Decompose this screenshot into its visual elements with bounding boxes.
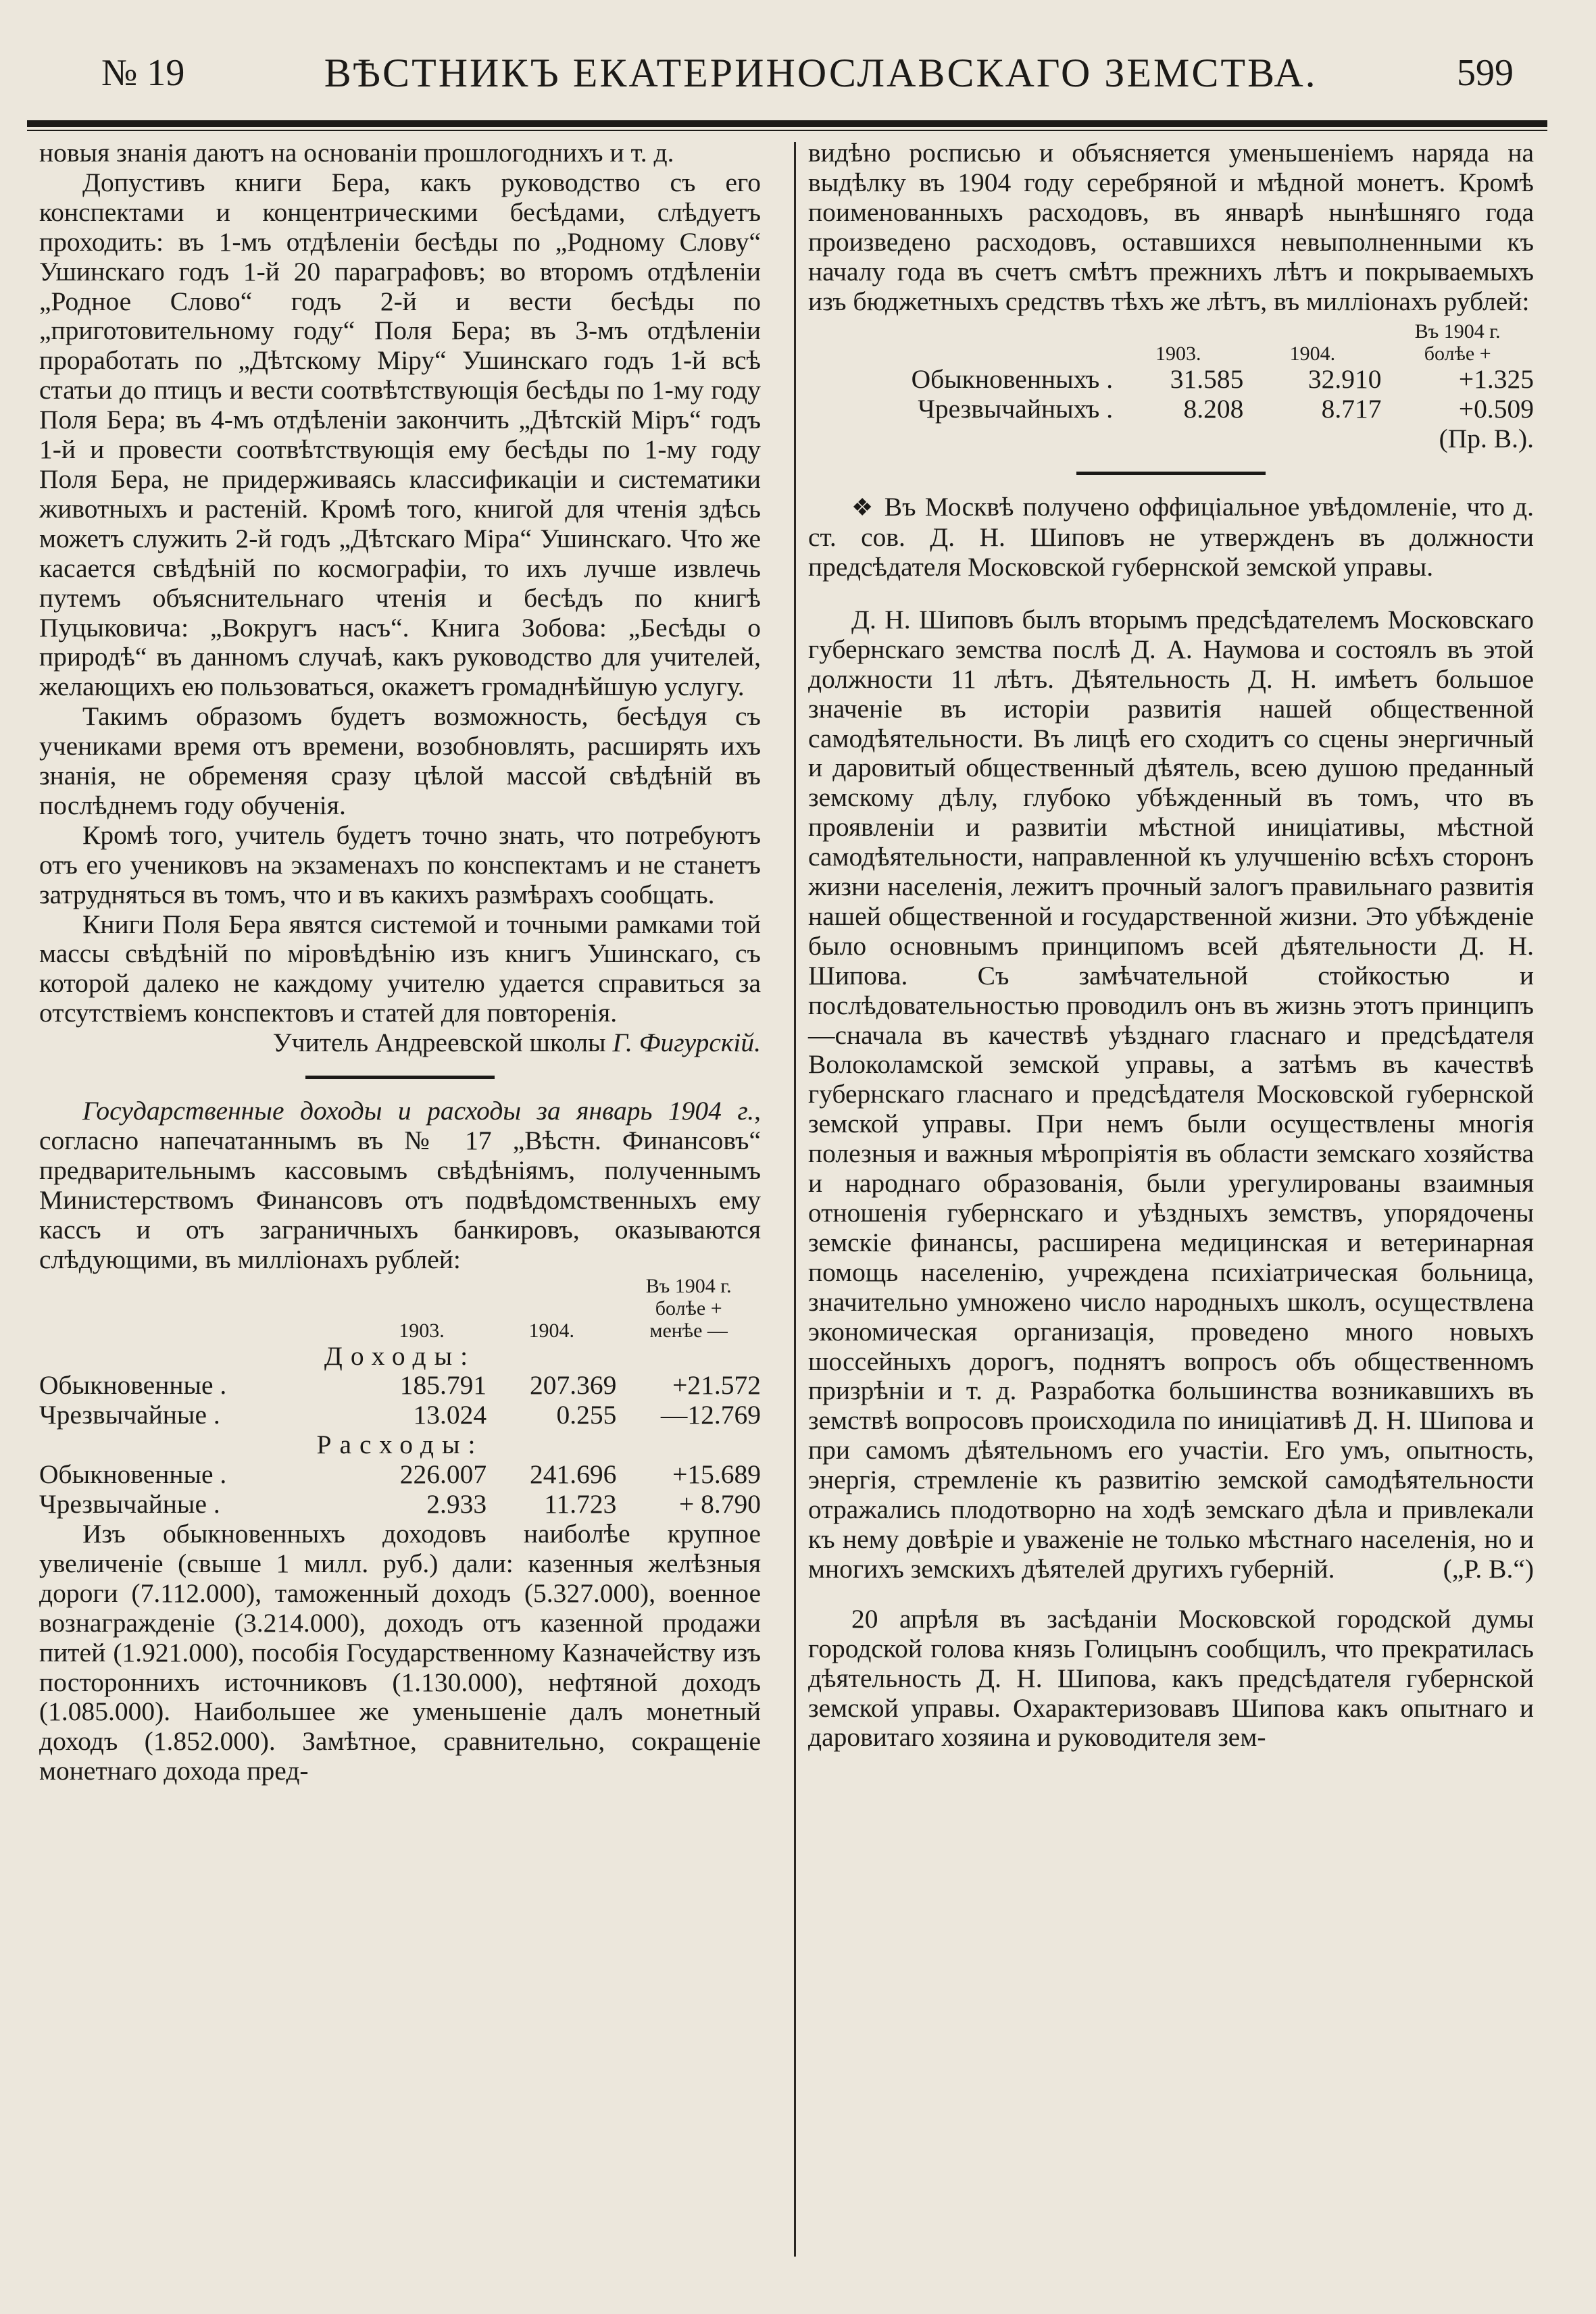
cell-1904: 207.369 [530,1370,617,1401]
cell-1903: 2.933 [426,1489,487,1519]
cell-1904: 0.255 [556,1400,617,1430]
col-header-diff-line: болѣе + [1424,343,1491,366]
cell-1903: 226.007 [399,1459,487,1490]
cell-1903: 31.585 [1170,364,1244,395]
signature-text: Учитель Андреевской школы [272,1028,613,1058]
row-label: Чрезвычайные . [39,1400,220,1430]
col-header-1903: 1903. [1155,343,1201,366]
col-header-1903: 1903. [399,1319,445,1342]
section-separator [1076,472,1266,475]
page-header [101,42,1514,104]
section-expense: Расходы: [316,1430,484,1460]
col-header-diff [616,1275,761,1342]
shipov-paragraph [808,605,1534,1584]
col-header-diff-line: Въ 1904 г. [645,1274,732,1297]
cell-1903: 13.024 [413,1400,487,1430]
col-header-diff-line: менѣе — [649,1319,728,1342]
paragraph: Такимъ образомъ будетъ возможность, бесѣдуя съ учениками время отъ времени, возобновлять, расширять ихъ знанія, не обременяя сразу цѣлой массой свѣдѣній въ послѣднемъ году обученія. [39,701,761,820]
signature-name: Г. Фигурскій. [612,1028,761,1058]
author-signature [39,1028,761,1058]
section-income: Доходы: [324,1340,476,1371]
journal-title: ВѢСТНИКЪ ЕКАТЕРИНОСЛАВСКАГО ЗЕМСТВА. [324,50,1318,95]
cell-diff: +1.325 [1458,364,1534,395]
table-row [39,1490,761,1519]
header-rule-thin [27,130,1547,131]
header-rule [27,120,1547,127]
table-row [808,395,1534,424]
table-header-row [39,1275,761,1342]
left-column [39,139,761,1786]
row-label: Обыкновенныхъ . [911,364,1114,395]
cell-diff: +21.572 [672,1370,761,1401]
source-citation: („Р. В.“) [1443,1553,1534,1584]
cell-1904: 32.910 [1307,364,1382,395]
col-header-1904: 1904. [1289,343,1336,366]
cell-1904: 241.696 [530,1459,617,1490]
table-row [39,1401,761,1430]
moscow-paragraph [808,493,1534,582]
col-header-1904: 1904. [528,1319,574,1342]
col-header-diff-line: болѣе + [655,1297,722,1319]
ornament-icon: ❖ [851,494,876,522]
table-row [808,365,1534,395]
shipov-text: Д. Н. Шиповъ былъ вторымъ предсѣдателемъ Московскаго губернскаго земства послѣ Д. А. Наумова и состоялъ въ этой должности 11 лѣтъ. Дѣятельность Д. Н. имѣетъ большое значеніе въ исторіи развитія нашей общественной самодѣятельности. Въ лицѣ его сходитъ со сцены энергичный и даровитый общественный дѣятель, всею душою преданный земскому дѣлу, глубоко убѣжденный въ томъ, что въ проявленіи и развитіи мѣстной иниціативы, мѣстной самодѣятельности, направленной къ улучшенію всѣхъ сторонъ жизни населенія, лежитъ прочный залогъ правильнаго развитія нашей общественной и государственной жизни. Это убѣжденіе было основнымъ принципомъ всей дѣятельности Д. Н. Шипова. Съ замѣчательной стойкостью и послѣдовательностью проводилъ онъ въ жизнь этотъ принципъ—сначала въ качествѣ уѣзднаго гласнаго и предсѣдателя Волоколамской земской управы, а затѣмъ въ качествѣ губернскаго гласнаго и предсѣдателя Московской губернской земской управы. При немъ были осуществлены многія полезныя и важныя мѣропріятія въ области земскаго хозяйства и народнаго образованія, были урегулированы взаимныя отношенія губернскаго и уѣздныхъ земствъ, упорядочены земскіе финансы, расширена медицинская и ветеринарная помощь населенію, учреждена психіатрическая больница, значительно умножено число народныхъ школъ, осуществлена экономическая организація, проведено много новыхъ шоссейныхъ дорогъ, поднятъ вопросъ объ общественномъ призрѣніи и т. д. Разработка большинства возникавшихъ въ земствѣ вопросовъ происходила по иниціативѣ Д. Н. Шипова и при самомъ дѣятельномъ его участіи. Его умъ, опытность, энергія, стремленіе къ развитію земской самодѣятельности отражались плодотворно на ходѣ земскаго дѣла и привлекали къ нему довѣріе и уваженіе не только мѣстнаго населенія, но и многихъ земскихъ дѣятелей другихъ губерній. [808,604,1534,1584]
cell-diff: —12.769 [660,1400,761,1430]
paragraph: Книги Поля Бера явятся системой и точными рамками той массы свѣдѣній по міровѣдѣнію изъ книгъ Ушинскаго, съ которой далеко не каждому учителю удается справиться за отсутствіемъ конспектовъ и статей для повторенія. [39,909,761,1028]
cell-1903: 8.208 [1183,394,1244,424]
budget-lead: Государственные доходы и расходы за январь 1904 г. [82,1096,755,1126]
row-label: Чрезвычайныхъ . [918,394,1114,424]
budget-table [39,1275,761,1519]
row-label: Обыкновенные . [39,1459,227,1490]
table-row [39,1371,761,1401]
arrears-table [808,320,1534,424]
issue-number: № 19 [101,52,185,94]
paragraph: Изъ обыкновенныхъ доходовъ наиболѣе крупное увеличеніе (свыше 1 милл. руб.) дали: казенныя желѣзныя дороги (7.112.000), таможенный доходъ (5.327.000), военное вознагражденіе (3.214.000), доходъ отъ казенной продажи питей (1.921.000), пособія Государственному Казначейству изъ постороннихъ источниковъ (1.130.000), нефтяной доходъ (1.085.000). Наибольшее же уменьшеніе далъ монетный доходъ (1.852.000). Замѣтное, сравнительно, сокращеніе монетнаго дохода пред- [39,1518,761,1786]
budget-intro-text: , согласно напечатаннымъ въ № 17 „Вѣстн. Финансовъ“ предварительнымъ кассовымъ свѣдѣніямъ, полученнымъ Министерствомъ Финансовъ отъ подвѣдомственныхъ ему кассъ и отъ заграничныхъ банкировъ, оказываются слѣдующими, въ милліонахъ рублей: [39,1096,761,1274]
moscow-text: Въ Москвѣ получено оффиціальное увѣдомленіе, что д. ст. сов. Д. Н. Шиповъ не утвержденъ въ должности предсѣдателя Московской губернской земской управы. [808,492,1535,582]
section-separator [305,1076,495,1079]
right-column [808,139,1534,1753]
paragraph: новыя знанія даютъ на основаніи прошлогоднихъ и т. д. [39,138,674,168]
row-label: Обыкновенные . [39,1370,227,1401]
col-header-diff-line: Въ 1904 г. [1414,320,1501,343]
cell-1903: 185.791 [399,1370,487,1401]
paragraph: 20 апрѣля въ засѣданіи Московской городской думы городской голова князь Голицынъ сообщилъ, что прекратилась дѣятельность Д. Н. Шипова, какъ предсѣдателя губернской земской управы. Охарактеризовавъ Шипова какъ опытнаго и даровитаго хозяина и руководителя зем- [808,1603,1534,1753]
column-divider [794,142,796,2257]
table-row [39,1460,761,1490]
source-citation: (Пр. В.). [1439,424,1534,454]
cell-diff: + 8.790 [678,1489,761,1519]
paragraph: видѣно росписью и объясняется уменьшеніемъ наряда на выдѣлку въ 1904 году серебряной и мѣдной монетъ. Кромѣ поименованныхъ расходовъ, въ январѣ нынѣшняго года произведено расходовъ, оставшихся невыполненными къ началу года въ счетъ смѣтъ прежнихъ лѣтъ и покрываемыхъ изъ бюджетныхъ средствъ тѣхъ же лѣтъ, въ милліонахъ рублей: [808,138,1534,316]
col-header-diff [1381,320,1534,365]
paragraph: Кромѣ того, учитель будетъ точно знать, что потребуютъ отъ его учениковъ на экзаменахъ по конспектамъ и не станетъ затрудняться въ томъ, что и въ какихъ размѣрахъ сообщать. [39,820,761,909]
cell-diff: +15.689 [672,1459,761,1490]
table-header-row [808,320,1534,365]
row-label: Чрезвычайные . [39,1489,220,1519]
paragraph: Допустивъ книги Бера, какъ руководство съ его конспектами и концентрическими бесѣдами, слѣдуетъ проходить: въ 1-мъ отдѣленіи бесѣды по „Родному Слову“ Ушинскаго годъ 1-й 20 параграфовъ; во второмъ отдѣленіи „Родное Слово“ годъ 2-й и вести бесѣды по „приготовительному году“ Поля Бера; въ 3-мъ отдѣленіи проработать по „Дѣтскому Міру“ Ушинскаго годъ 1-й всѣ статьи до птицъ и вести соотвѣтствующія бесѣды по 1-му году Поля Бера; въ 4-мъ отдѣленіи закончить „Дѣтскій Міръ“ годъ 1-й и провести соотвѣтствующія ему бесѣды по 1-му году Поля Бера, не придерживаясь классификаціи и систематики животныхъ и растеній. Кромѣ того, книгой для чтенія здѣсь можетъ служить 2-й годъ „Дѣтскаго Міра“ Ушинскаго. Что же касается свѣдѣній по космографіи, то ихъ лучше извлечь путемъ объяснительнаго чтенія и бесѣдъ по книгѣ Пуцыковича: „Вокругъ насъ“. Книга Зобова: „Бесѣды о природѣ“ въ данномъ случаѣ, какъ руководство для учителей, желающихъ ею пользоваться, окажетъ громаднѣйшую услугу. [39,167,761,702]
cell-1904: 8.717 [1321,394,1382,424]
cell-1904: 11.723 [544,1489,617,1519]
budget-intro [39,1097,761,1274]
page-number: 599 [1457,52,1514,94]
cell-diff: +0.509 [1458,394,1534,424]
